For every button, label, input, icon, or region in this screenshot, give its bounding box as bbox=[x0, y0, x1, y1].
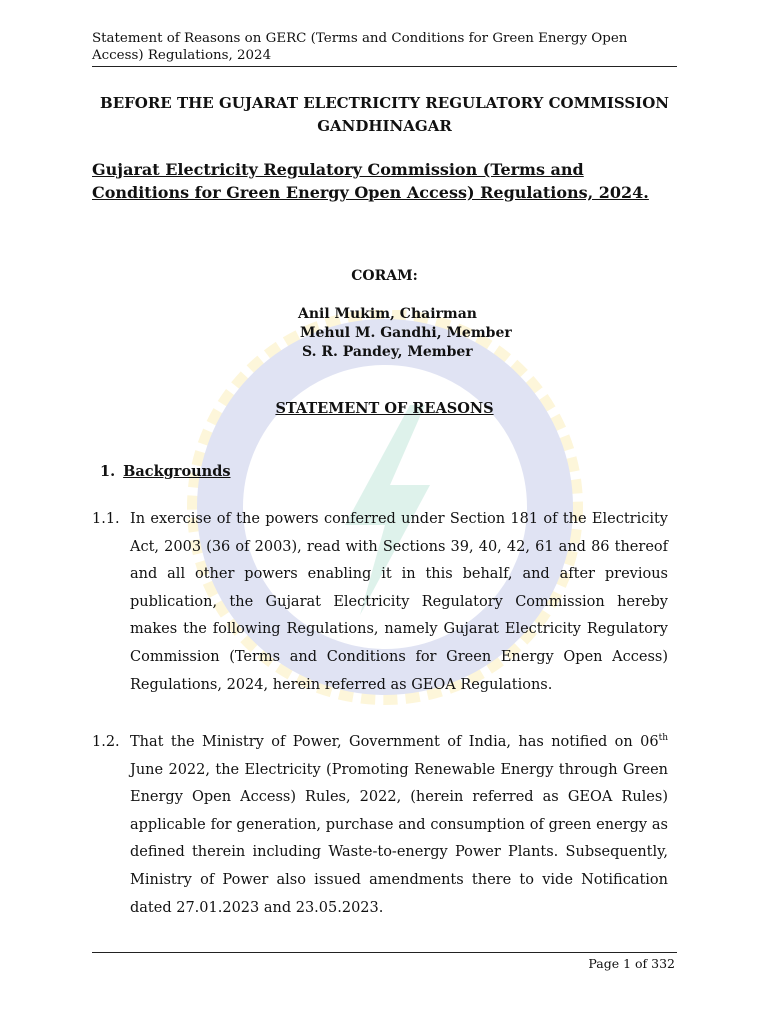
section-number: 1. bbox=[100, 463, 116, 480]
footer-rule bbox=[92, 952, 677, 953]
coram-member-pandey: S. R. Pandey, Member bbox=[302, 344, 473, 360]
coram-member-gandhi: Mehul M. Gandhi, Member bbox=[300, 325, 512, 341]
regulation-title: Gujarat Electricity Regulatory Commission (Terms and Conditions for Green Energy Open Access) Regulations, 2024. bbox=[92, 160, 649, 202]
header-rule bbox=[92, 66, 677, 67]
ordinal-suffix: th bbox=[658, 733, 668, 744]
page-number: Page 1 of 332 bbox=[588, 956, 675, 971]
paragraph-text: In exercise of the powers conferred under Section 181 of the Electricity Act, 2003 (36 of 2003), read with Sections 39, 40, 42, 61 and 86 thereof and all other powers enabling it in this behalf, and after previous publication, the Gujarat Electricity Regulatory Commission hereby makes the following Regulations, namely Gujarat Electricity Regulatory Commission (Terms and Conditions for Green Energy Open Access) Regulations, 2024, herein referred as GEOA Regulations. bbox=[130, 511, 668, 693]
statement-of-reasons-title: STATEMENT OF REASONS bbox=[275, 400, 494, 417]
paragraph-text-part: June 2022, the Electricity (Promoting Renewable Energy through Green Energy Open Access) Rules, 2022, (herein referred as GEOA Rules) applicable for generation, purchase and consumption of green energy as defined therein including Waste-to-energy Power Plants. Subsequently, Ministry of Power also issued amendments there to vide Notification dated 27.01.2023 and 23.05.2023. bbox=[130, 761, 668, 916]
paragraph-text bbox=[130, 729, 668, 922]
coram-label: CORAM: bbox=[351, 268, 418, 284]
coram-member-chairman: Anil Mukim, Chairman bbox=[298, 306, 477, 322]
section-heading bbox=[100, 463, 231, 480]
commission-title bbox=[92, 92, 677, 138]
section-title: Backgrounds bbox=[123, 463, 231, 480]
running-header: Statement of Reasons on GERC (Terms and Conditions for Green Energy Open Access) Regulations, 2024 bbox=[92, 31, 628, 63]
paragraph-number: 1.1. bbox=[92, 511, 120, 527]
paragraph-text-part: That the Ministry of Power, Government of India, has notified on 06 bbox=[130, 734, 659, 750]
commission-title-line2: GANDHINAGAR bbox=[317, 117, 452, 135]
commission-title-line1: BEFORE THE GUJARAT ELECTRICITY REGULATORY COMMISSION bbox=[100, 94, 669, 112]
paragraph-number: 1.2. bbox=[92, 734, 120, 750]
